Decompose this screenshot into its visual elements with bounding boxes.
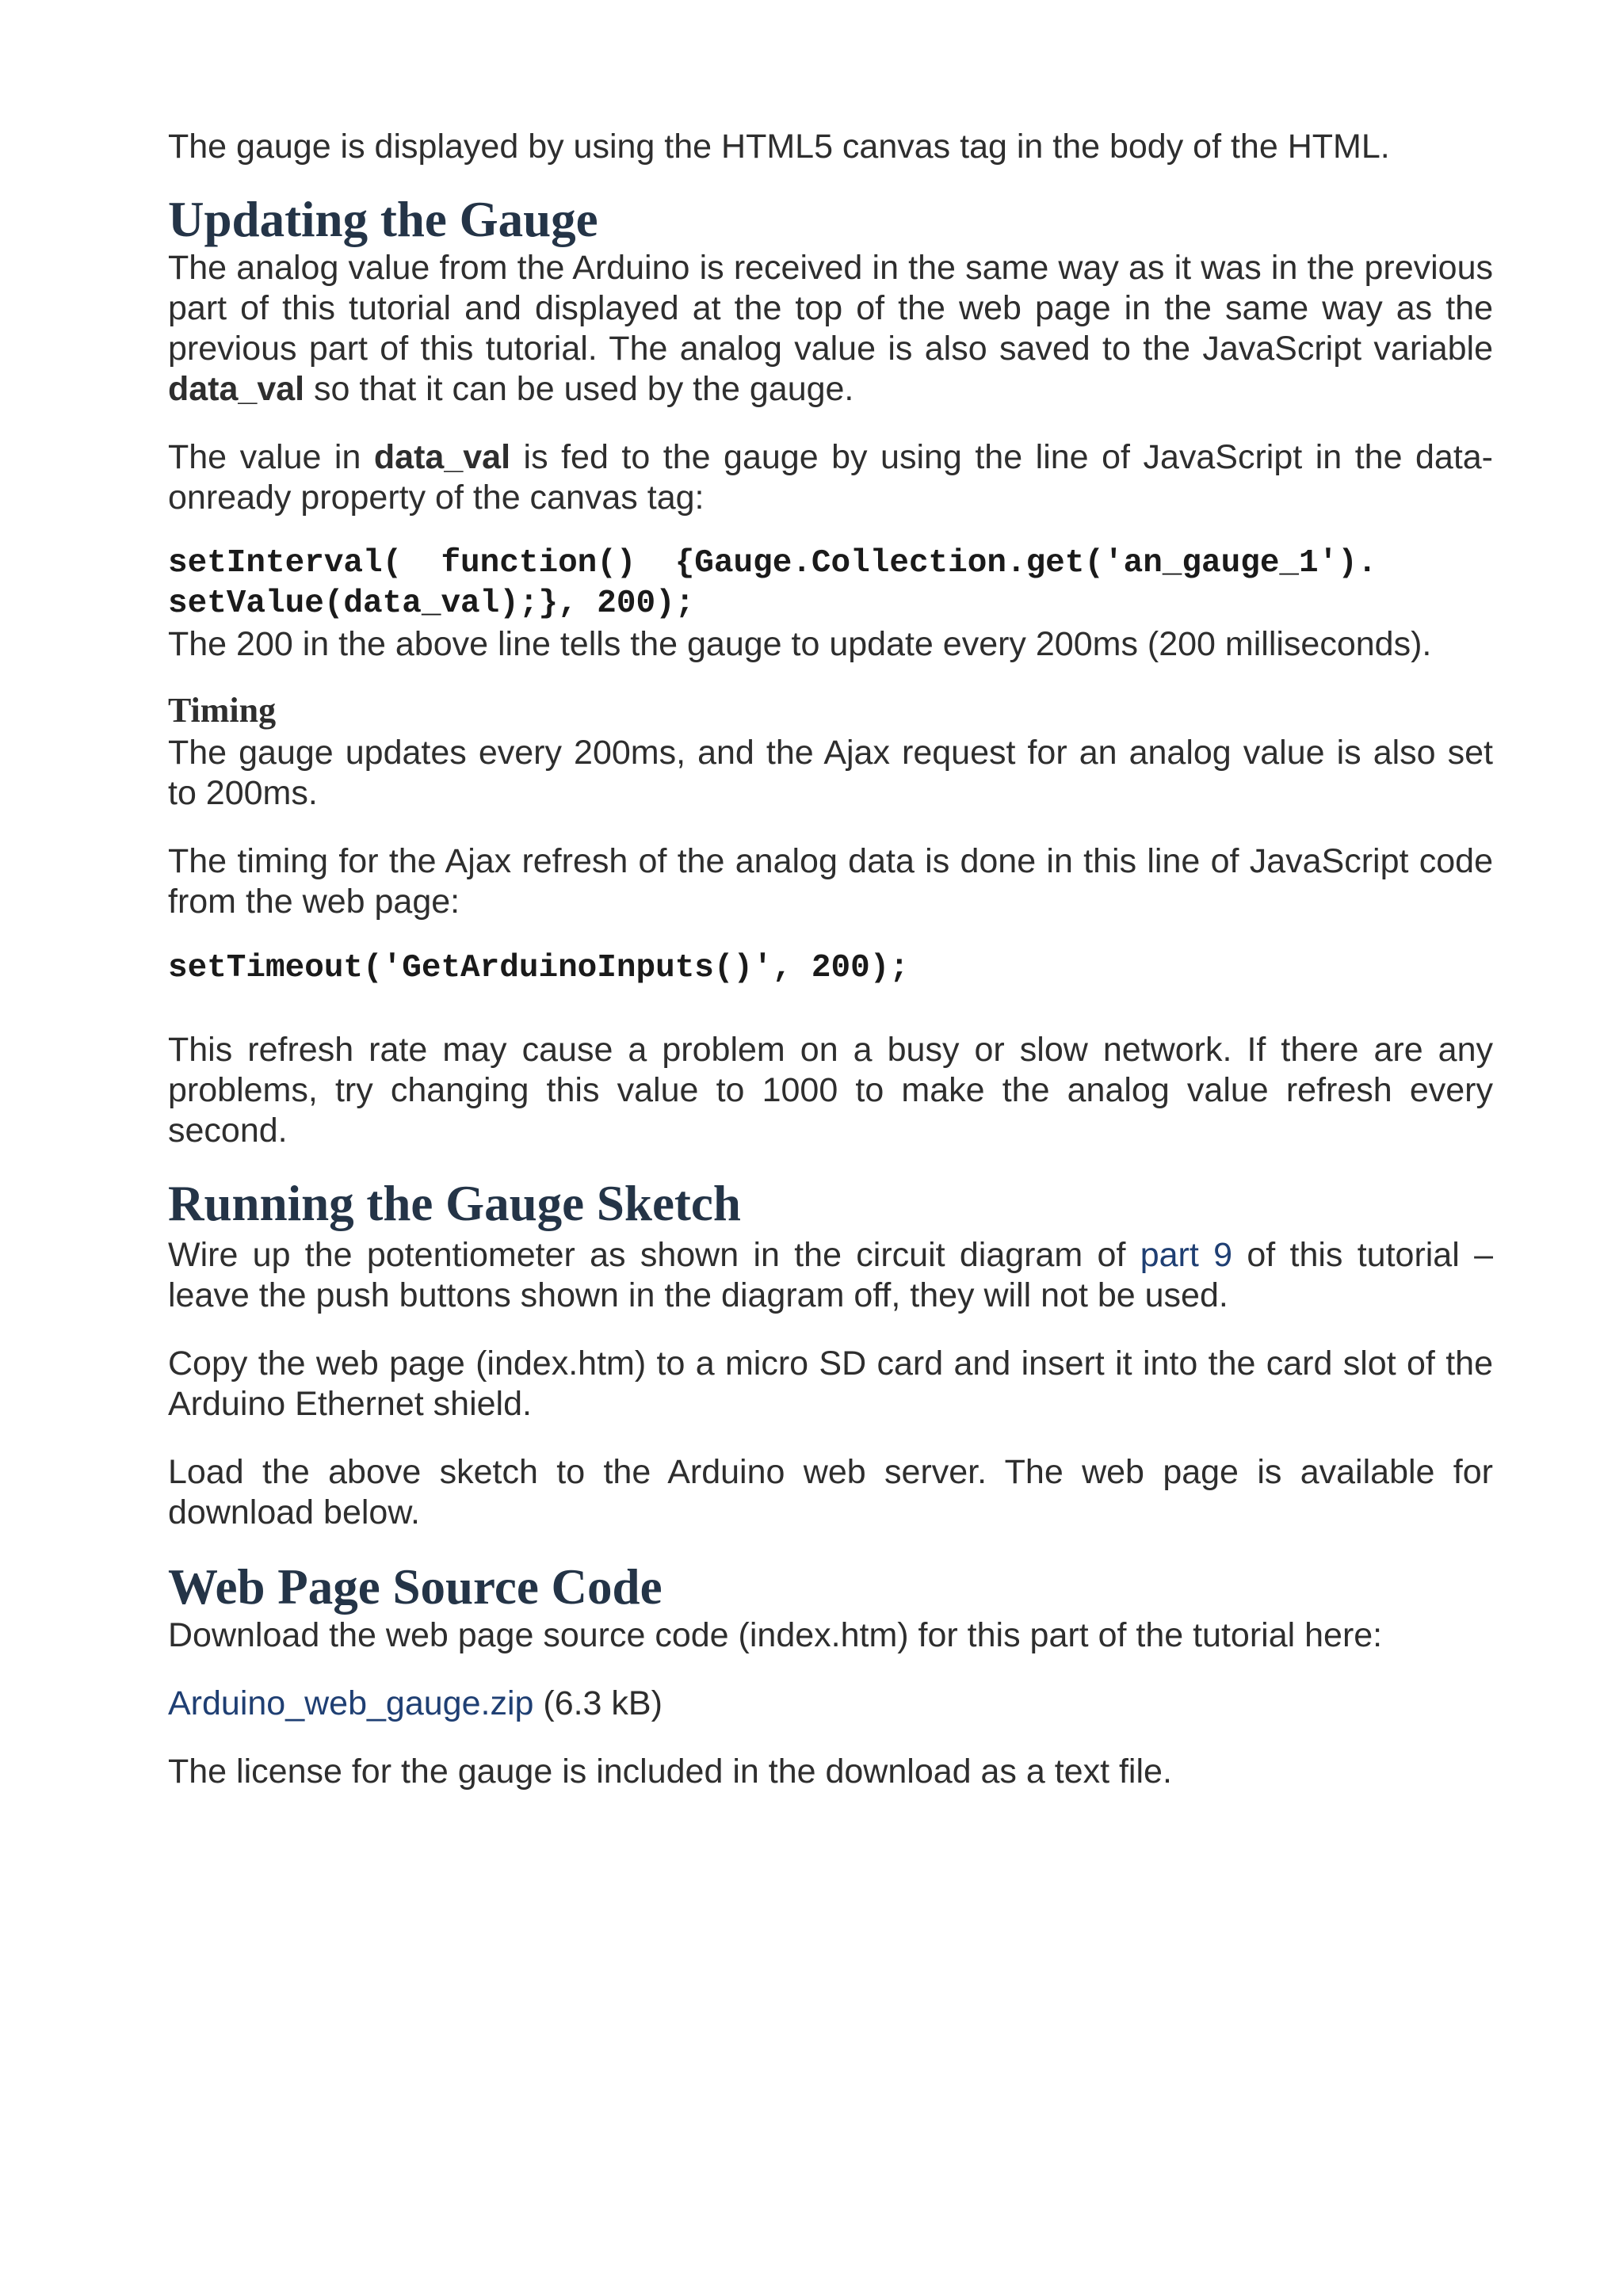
timing-paragraph-2: The timing for the Ajax refresh of the analog data is done in this line of JavaScript code from the web page:	[168, 842, 1493, 921]
intro-paragraph: The gauge is displayed by using the HTML5 canvas tag in the body of the HTML.	[168, 128, 1390, 166]
updating-paragraph-3: The 200 in the above line tells the gauge to update every 200ms (200 milliseconds).	[168, 625, 1432, 663]
heading-updating-the-gauge: Updating the Gauge	[168, 192, 598, 247]
heading-web-page-source-code: Web Page Source Code	[168, 1559, 663, 1615]
source-paragraph-1: Download the web page source code (index.htm) for this part of the tutorial here:	[168, 1616, 1383, 1654]
updating-paragraph-2: The value in data_val is fed to the gauge by using the line of JavaScript in the data-onready property of the canvas tag:	[168, 438, 1494, 517]
download-zip-link[interactable]: Arduino_web_gauge.zip	[168, 1684, 534, 1722]
heading-running-the-gauge-sketch: Running the Gauge Sketch	[168, 1176, 741, 1231]
updating-paragraph-1: The analog value from the Arduino is received in the same way as it was in the previous part of this tutorial and displayed at the top of the web page in the same way as the previous part of this tutorial. The analog value is also saved to the JavaScript variable data_val so that it can be used by the gauge.	[168, 249, 1493, 408]
timing-paragraph-1: The gauge updates every 200ms, and the Ajax request for an analog value is also set to 200ms.	[168, 734, 1493, 812]
code-setinterval-line-1: setInterval( function() {Gauge.Collection.get('an_gauge_1').	[168, 545, 1377, 582]
running-paragraph-2: Copy the web page (index.htm) to a micro SD card and insert it into the card slot of the Arduino Ethernet shield.	[168, 1344, 1493, 1423]
running-paragraph-1: Wire up the potentiometer as shown in the circuit diagram of part 9 of this tutorial – leave the push buttons shown in the diagram off, they will not be used.	[168, 1236, 1493, 1314]
part-9-link[interactable]: part 9	[1140, 1236, 1233, 1274]
running-paragraph-3: Load the above sketch to the Arduino web server. The web page is available for download below.	[168, 1453, 1493, 1531]
variable-data-val-2: data_val	[373, 438, 511, 476]
document-page	[168, 127, 1493, 1792]
source-paragraph-2: The license for the gauge is included in the download as a text file.	[168, 1753, 1172, 1791]
code-settimeout: setTimeout('GetArduinoInputs()', 200);	[168, 950, 909, 986]
timing-paragraph-3: This refresh rate may cause a problem on a busy or slow network. If there are any problems, try changing this value to 1000 to make the analog value refresh every second.	[168, 1031, 1493, 1150]
heading-timing: Timing	[168, 691, 277, 730]
download-size: (6.3 kB)	[533, 1684, 663, 1722]
variable-data-val: data_val	[168, 370, 305, 408]
download-line	[168, 1684, 1493, 1724]
code-setinterval-line-2: setValue(data_val);}, 200);	[168, 585, 695, 622]
